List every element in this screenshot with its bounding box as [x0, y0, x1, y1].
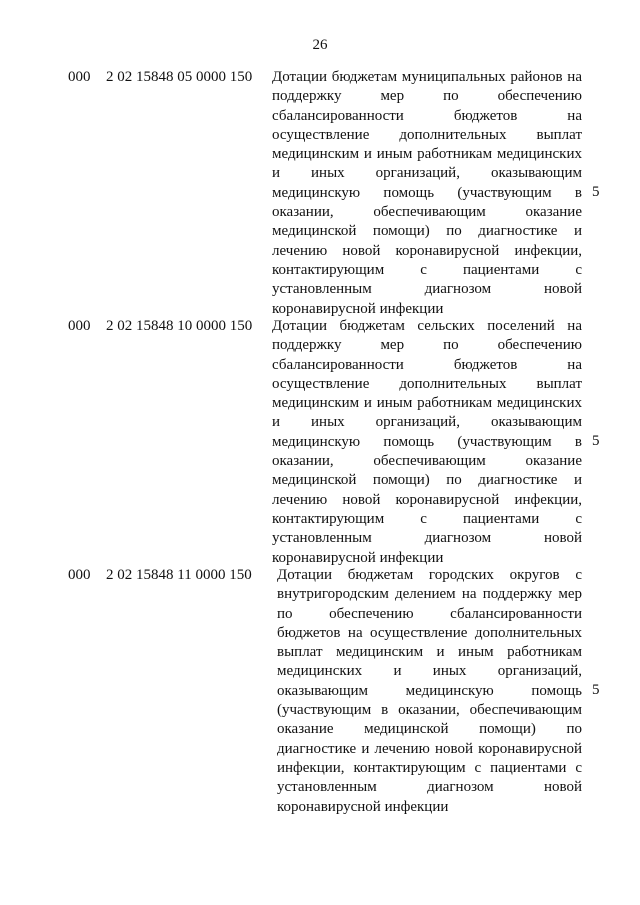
budget-classification-code: 2 02 15848 10 0000 150 [106, 318, 253, 334]
entry-description: Дотации бюджетам городских округов с внутригородским делением на поддержку мер по обеспечению сбалансированности бюджетов на осуществление дополнительных выплат медицинским и иным работникам медицинских и иных организаций, оказывающим медицинскую помощь (участвующим в оказании, обеспечивающим оказание медицинской помощи) по диагностике и лечению новой коронавирусной инфекции, контактирующим с пациентами с установленным диагнозом новой коронавирусной инфекции [277, 567, 582, 815]
entry-description: Дотации бюджетам сельских поселений на поддержку мер по обеспечению сбалансированности бюджетов на осуществление дополнительных выплат медицинским и иным работникам медицинских и иных организаций, оказывающим медицинскую помощь (участвующим в оказании, обеспечивающим оказание медицинской помощи) по диагностике и лечению новой коронавирусной инфекции, контактирующим с пациентами с установленным диагнозом новой коронавирусной инфекции [272, 318, 582, 566]
budget-classification-code: 2 02 15848 05 0000 150 [106, 69, 253, 85]
entry-value: 5 [592, 682, 600, 698]
entry-value: 5 [592, 184, 600, 200]
page-number: 26 [312, 37, 328, 53]
budget-classification-code: 2 02 15848 11 0000 150 [106, 567, 252, 583]
admin-code: 000 [68, 318, 91, 334]
admin-code: 000 [68, 69, 91, 85]
entry-description: Дотации бюджетам муниципальных районов на поддержку мер по обеспечению сбалансированности бюджетов на осуществление дополнительных выплат медицинским и иным работникам медицинских и иных организаций, оказывающим медицинскую помощь (участвующим в оказании, обеспечивающим оказание медицинской помощи) по диагностике и лечению новой коронавирусной инфекции, контактирующим с пациентами с установленным диагнозом новой коронавирусной инфекции [272, 69, 582, 317]
admin-code: 000 [68, 567, 91, 583]
entry-value: 5 [592, 433, 600, 449]
